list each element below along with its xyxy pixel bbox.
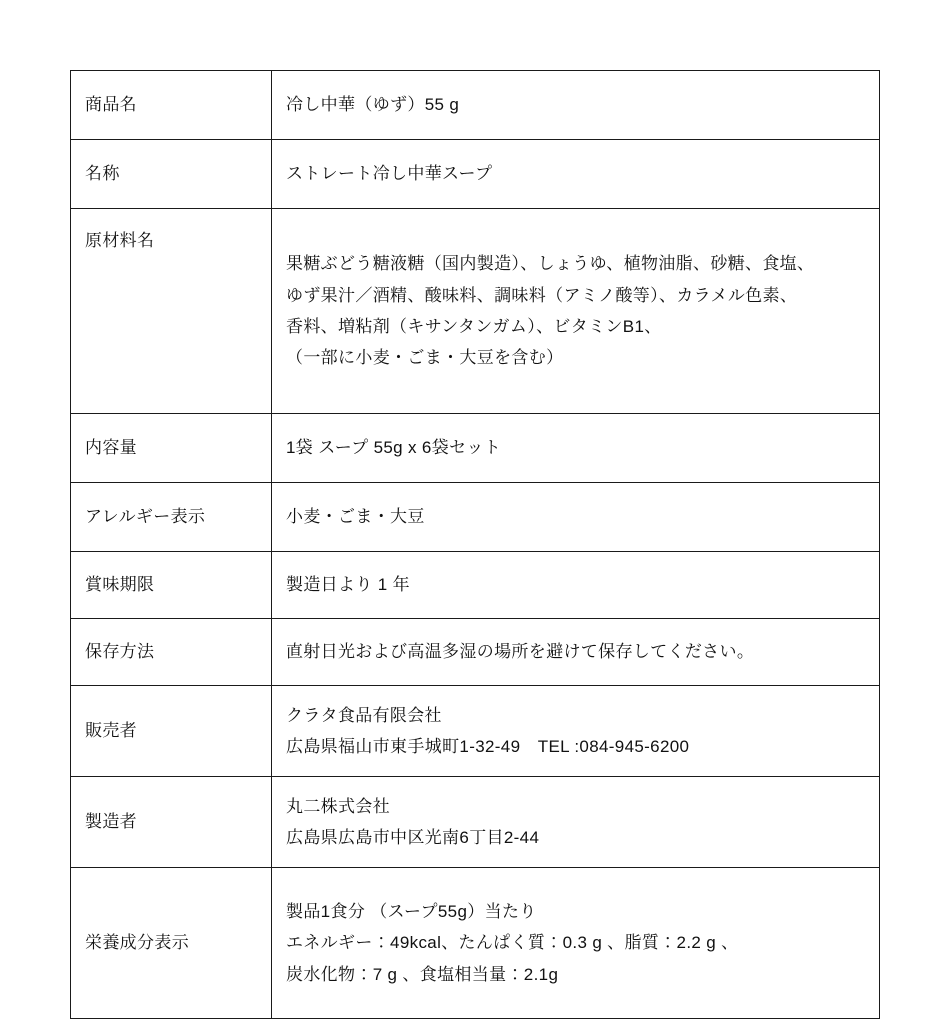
- table-row: [71, 619, 880, 686]
- row-value-best-before: [272, 552, 880, 619]
- table-row: [71, 71, 880, 140]
- text-line: 広島県広島市中区光南6丁目2-44: [286, 828, 540, 847]
- row-label-manufacturer: 製造者: [71, 777, 272, 868]
- table-row: [71, 868, 880, 1019]
- row-value-manufacturer: [272, 777, 880, 868]
- row-label-nutrition: 栄養成分表示: [71, 868, 272, 1019]
- table-row: [71, 140, 880, 209]
- text-line: 製造日より 1 年: [286, 575, 410, 595]
- row-label-volume: 内容量: [71, 414, 272, 483]
- row-label-seller: 販売者: [71, 686, 272, 777]
- row-value-allergy: [272, 483, 880, 552]
- row-value-ingredients: [272, 209, 880, 414]
- text-line: ゆず果汁／酒精、酸味料、調味料（アミノ酸等）、カラメル色素、: [286, 285, 798, 305]
- row-label-best-before: 賞味期限: [71, 552, 272, 619]
- text-line: 果糖ぶどう糖液糖（国内製造）、しょうゆ、植物油脂、砂糖、食塩、: [286, 254, 815, 274]
- text-line: 小麦・ごま・大豆: [286, 507, 425, 527]
- text-line: クラタ食品有限会社: [286, 705, 442, 725]
- text-line: エネルギー：49kcal、たんぱく質：0.3 g 、脂質：2.2 g 、: [286, 933, 739, 953]
- row-value-product-name: [272, 71, 880, 140]
- row-label-kind: 名称: [71, 140, 272, 209]
- row-value-storage: [272, 619, 880, 686]
- row-label-storage: 保存方法: [71, 619, 272, 686]
- row-label-ingredients: 原材料名: [71, 209, 272, 414]
- text-line: 製品1食分 （スープ55g）当たり: [286, 901, 537, 921]
- table-row: [71, 414, 880, 483]
- row-value-seller: [272, 686, 880, 777]
- text-line: ストレート冷し中華スープ: [286, 164, 493, 184]
- row-label-allergy: アレルギー表示: [71, 483, 272, 552]
- product-spec-table: [70, 70, 880, 1019]
- table-row: [71, 552, 880, 619]
- row-value-volume: [272, 414, 880, 483]
- row-value-nutrition: [272, 868, 880, 1019]
- table-row: [71, 483, 880, 552]
- row-label-product-name: 商品名: [71, 71, 272, 140]
- text-line: 広島県福山市東手城町1-32-49 TEL :084-945-6200: [286, 737, 690, 756]
- text-line: 炭水化物：7 g 、食塩相当量：2.1g: [286, 964, 559, 984]
- text-line: （一部に小麦・ごま・大豆を含む）: [286, 348, 564, 368]
- text-line: 1袋 スープ 55g x 6袋セット: [286, 438, 502, 458]
- text-line: 直射日光および高温多湿の場所を避けて保存してください。: [286, 642, 755, 662]
- table-row: [71, 777, 880, 868]
- text-line: 香料、増粘剤（キサンタンガム）、ビタミンB1、: [286, 317, 662, 336]
- table-row: [71, 686, 880, 777]
- row-value-kind: [272, 140, 880, 209]
- text-line: 丸二株式会社: [286, 796, 391, 816]
- text-line: 冷し中華（ゆず）55 g: [286, 95, 460, 115]
- table-row: [71, 209, 880, 414]
